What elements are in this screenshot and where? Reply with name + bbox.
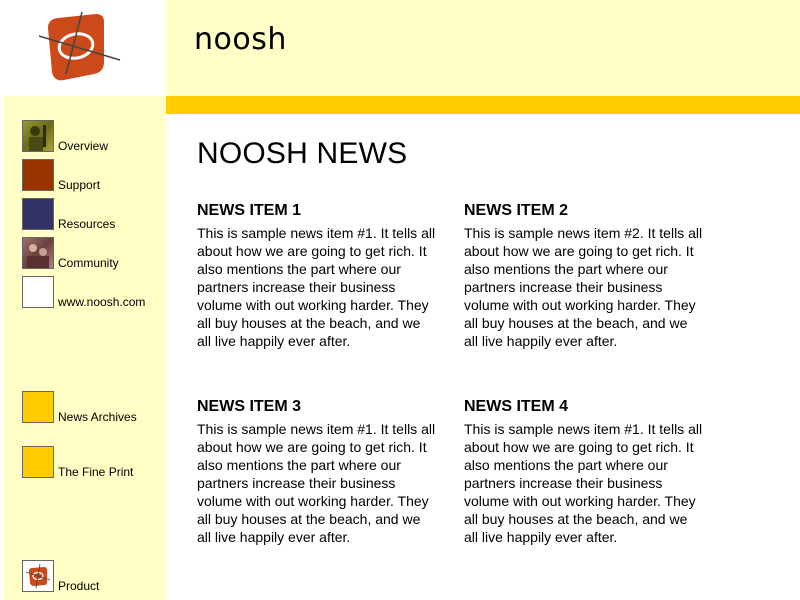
news-item-body: This is sample news item #1. It tells all about how we are going to get rich. It also mentions the part where our partners increase their business volume with out working harder. They all buy houses at the beach, and we all live happily ever after.: [197, 421, 436, 545]
sidebar-item-product[interactable]: [22, 560, 164, 592]
support-square-icon: [22, 159, 54, 191]
archives-square-icon: [22, 391, 54, 423]
sidebar-item-news-archives[interactable]: [22, 391, 164, 423]
news-item: [197, 398, 437, 546]
product-logo-icon: [22, 560, 54, 592]
noosh-logo-icon: [0, 0, 166, 96]
sidebar-item-community[interactable]: [22, 237, 164, 269]
page-title: NOOSH NEWS: [197, 137, 408, 170]
sidebar-item-overview[interactable]: [22, 120, 164, 152]
news-item-title: NEWS ITEM 2: [464, 202, 569, 219]
news-item-body: This is sample news item #1. It tells all about how we are going to get rich. It also mentions the part where our partners increase their business volume with out working harder. They all buy houses at the beach, and we all live happily ever after.: [197, 225, 436, 349]
news-item-title: NEWS ITEM 1: [197, 202, 302, 219]
sidebar-item-label: www.noosh.com: [58, 295, 146, 309]
news-item-title: NEWS ITEM 3: [197, 398, 302, 415]
news-item: [464, 202, 704, 350]
community-photo-icon: [22, 237, 54, 269]
sidebar-item-label: Product: [58, 579, 100, 593]
news-item-body: This is sample news item #2. It tells all about how we are going to get rich. It also mentions the part where our partners increase their business volume with out working harder. They all buy houses at the beach, and we all live happily ever after.: [464, 225, 703, 349]
web-square-icon: [22, 276, 54, 308]
resources-square-icon: [22, 198, 54, 230]
sidebar-item-label: Community: [58, 256, 119, 270]
sidebar-item-label: News Archives: [58, 410, 137, 424]
fine-print-square-icon: [22, 446, 54, 478]
sidebar-item-support[interactable]: [22, 159, 164, 191]
sidebar-item-label: Overview: [58, 139, 109, 153]
news-item: [464, 398, 704, 546]
sidebar-item-resources[interactable]: [22, 198, 164, 230]
sidebar-item-label: The Fine Print: [58, 465, 134, 479]
sidebar-item-fine-print[interactable]: [22, 446, 164, 478]
news-item: [197, 202, 437, 350]
news-item-title: NEWS ITEM 4: [464, 398, 569, 415]
sidebar-item-label: Support: [58, 178, 101, 192]
overview-photo-icon: [22, 120, 54, 152]
sidebar-item-website[interactable]: [22, 276, 164, 308]
accent-bar: [166, 96, 800, 114]
news-item-body: This is sample news item #1. It tells all about how we are going to get rich. It also mentions the part where our partners increase their business volume with out working harder. They all buy houses at the beach, and we all live happily ever after.: [464, 421, 703, 545]
brand-name: noosh: [194, 22, 287, 57]
sidebar-item-label: Resources: [58, 217, 116, 231]
logo-area: [0, 0, 166, 96]
